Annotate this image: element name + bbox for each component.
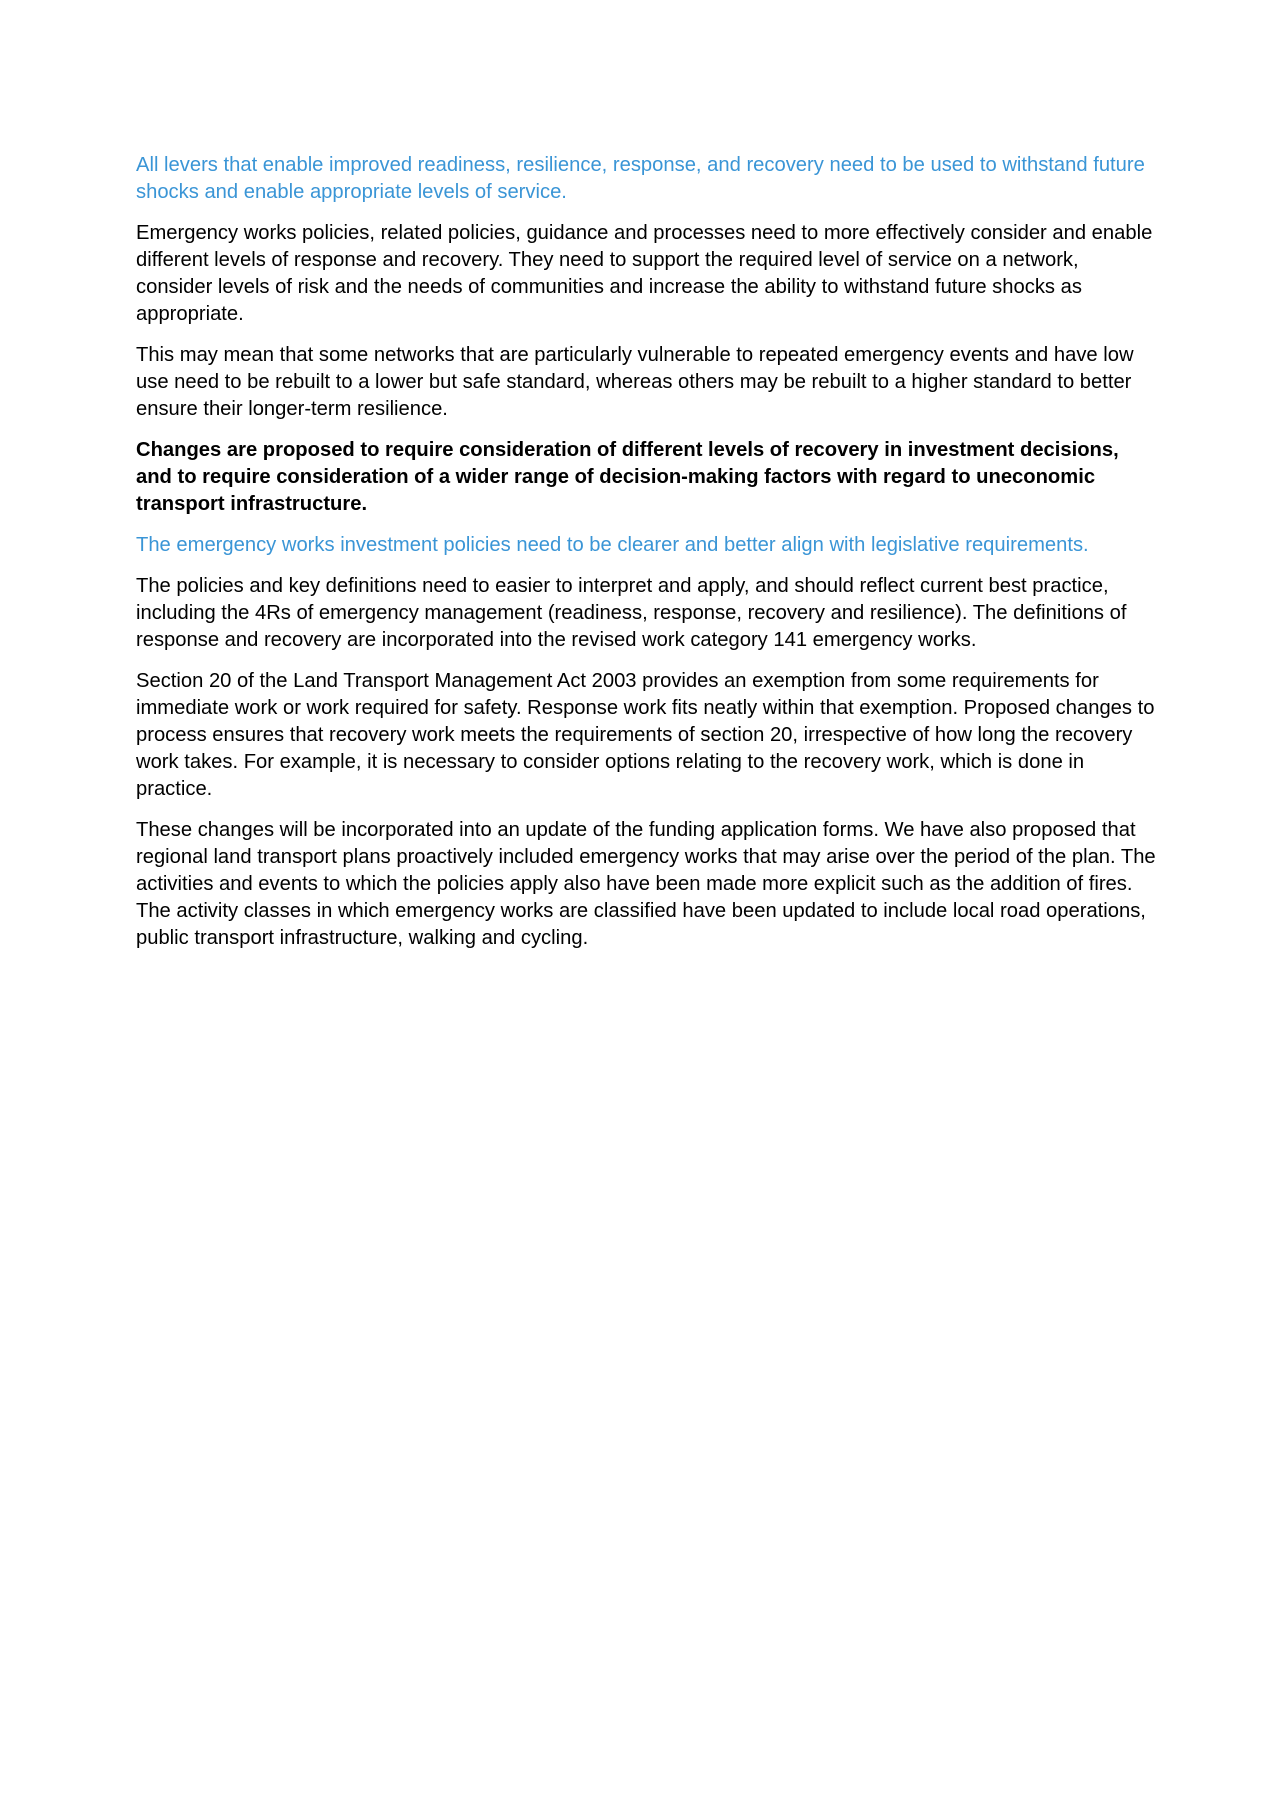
paragraph-vulnerable-networks: This may mean that some networks that are particularly vulnerable to repeated emergency events and have low use need to be rebuilt to a lower but safe standard, whereas others may be rebuilt to a higher standard to better ensure their longer-term resilience.	[136, 344, 1134, 420]
bold-proposed-changes: Changes are proposed to require consideration of different levels of recovery in investment decisions, and to require consideration of a wider range of decision-making factors with regard to uneconomic transport infrastructure.	[136, 439, 1119, 515]
document-page	[136, 152, 1156, 966]
subheading-levers: All levers that enable improved readiness, resilience, response, and recovery need to be used to withstand future shocks and enable appropriate levels of service.	[136, 154, 1145, 203]
paragraph-key-definitions: The policies and key definitions need to easier to interpret and apply, and should reflect current best practice, including the 4Rs of emergency management (readiness, response, recovery and resilience). The definitions of response and recovery are incorporated into the revised work category 141 emergency works.	[136, 575, 1127, 651]
paragraph-section-20: Section 20 of the Land Transport Management Act 2003 provides an exemption from some requirements for immediate work or work required for safety. Response work fits neatly within that exemption. Proposed changes to process ensures that recovery work meets the requirements of section 20, irrespective of how long the recovery work takes. For example, it is necessary to consider options relating to the recovery work, which is done in practice.	[136, 670, 1155, 800]
paragraph-funding-application: These changes will be incorporated into an update of the funding application forms. We have also proposed that regional land transport plans proactively included emergency works that may arise over the period of the plan. The activities and events to which the policies apply also have been made more explicit such as the addition of fires. The activity classes in which emergency works are classified have been updated to include local road operations, public transport infrastructure, walking and cycling.	[136, 819, 1156, 949]
paragraph-emergency-works-policies: Emergency works policies, related policies, guidance and processes need to more effectively consider and enable different levels of response and recovery. They need to support the required level of service on a network, consider levels of risk and the needs of communities and increase the ability to withstand future shocks as appropriate.	[136, 222, 1153, 325]
subheading-investment-policies: The emergency works investment policies need to be clearer and better align with legislative requirements.	[136, 534, 1089, 556]
